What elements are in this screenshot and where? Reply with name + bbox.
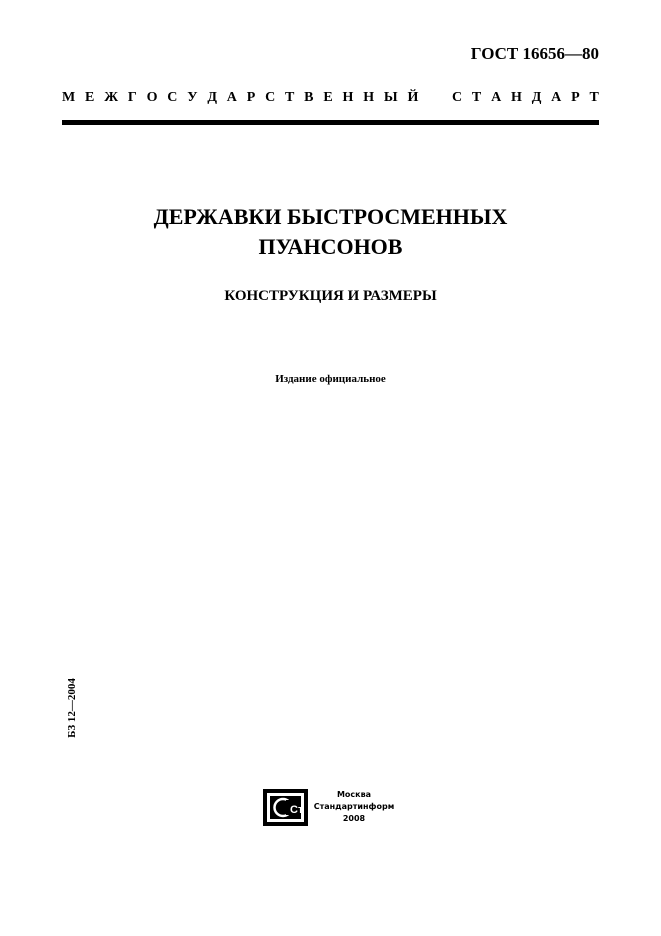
edition-note: Издание официальное [275, 373, 386, 385]
standard-type-letter: Н [363, 90, 375, 105]
standard-type-letter: Е [85, 90, 95, 105]
publisher-name: Стандартинформ [313, 802, 395, 811]
publisher-info [308, 789, 400, 825]
standard-type-letter: Ы [383, 90, 398, 105]
standard-type-letter: Т [471, 90, 482, 105]
standard-type-letter: С [167, 90, 178, 105]
side-code-text: БЗ 12—2004 [66, 678, 78, 738]
heading-divider [62, 120, 599, 125]
standard-type-letter: Д [531, 90, 542, 105]
standard-type-letter: С [265, 90, 276, 105]
standard-type-letter: Р [571, 90, 580, 105]
standard-type-letter: С [451, 90, 463, 105]
standard-type-letter: Ж [104, 90, 119, 105]
document-subtitle: КОНСТРУКЦИЯ И РАЗМЕРЫ [224, 288, 437, 304]
document-title-line2: ПУАНСОНОВ [258, 234, 403, 259]
standard-type-letter: Р [246, 90, 256, 105]
publisher-logo [263, 789, 308, 826]
standard-type-letter: Н [342, 90, 354, 105]
standard-type-letter: А [491, 90, 502, 105]
standard-type-letter: М [62, 90, 76, 105]
standard-type-letter: Д [207, 90, 217, 105]
standard-type-letter: А [551, 90, 562, 105]
standard-type-letter: В [304, 90, 314, 105]
standard-type-letter: О [146, 90, 158, 105]
standard-type-letter: Т [285, 90, 295, 105]
word-gap [428, 90, 442, 106]
standard-type-letter: Й [407, 90, 419, 105]
publisher-year: 2008 [342, 814, 366, 823]
standard-type-letter: А [226, 90, 237, 105]
publisher-logo-text: Ст [290, 804, 304, 816]
side-code [64, 672, 80, 744]
standard-type-letter: Е [323, 90, 333, 105]
gost-number: ГОСТ 16656—80 [470, 44, 599, 63]
standard-type-heading [62, 90, 599, 106]
publisher-city: Москва [336, 790, 372, 799]
standard-type-letter: Т [589, 90, 599, 105]
document-title-line1: ДЕРЖАВКИ БЫСТРОСМЕННЫХ [153, 204, 508, 229]
standard-type-letter: Н [511, 90, 522, 105]
standard-type-letter: У [187, 90, 198, 105]
standard-type-letter: Г [127, 90, 137, 105]
document-title [0, 202, 661, 262]
